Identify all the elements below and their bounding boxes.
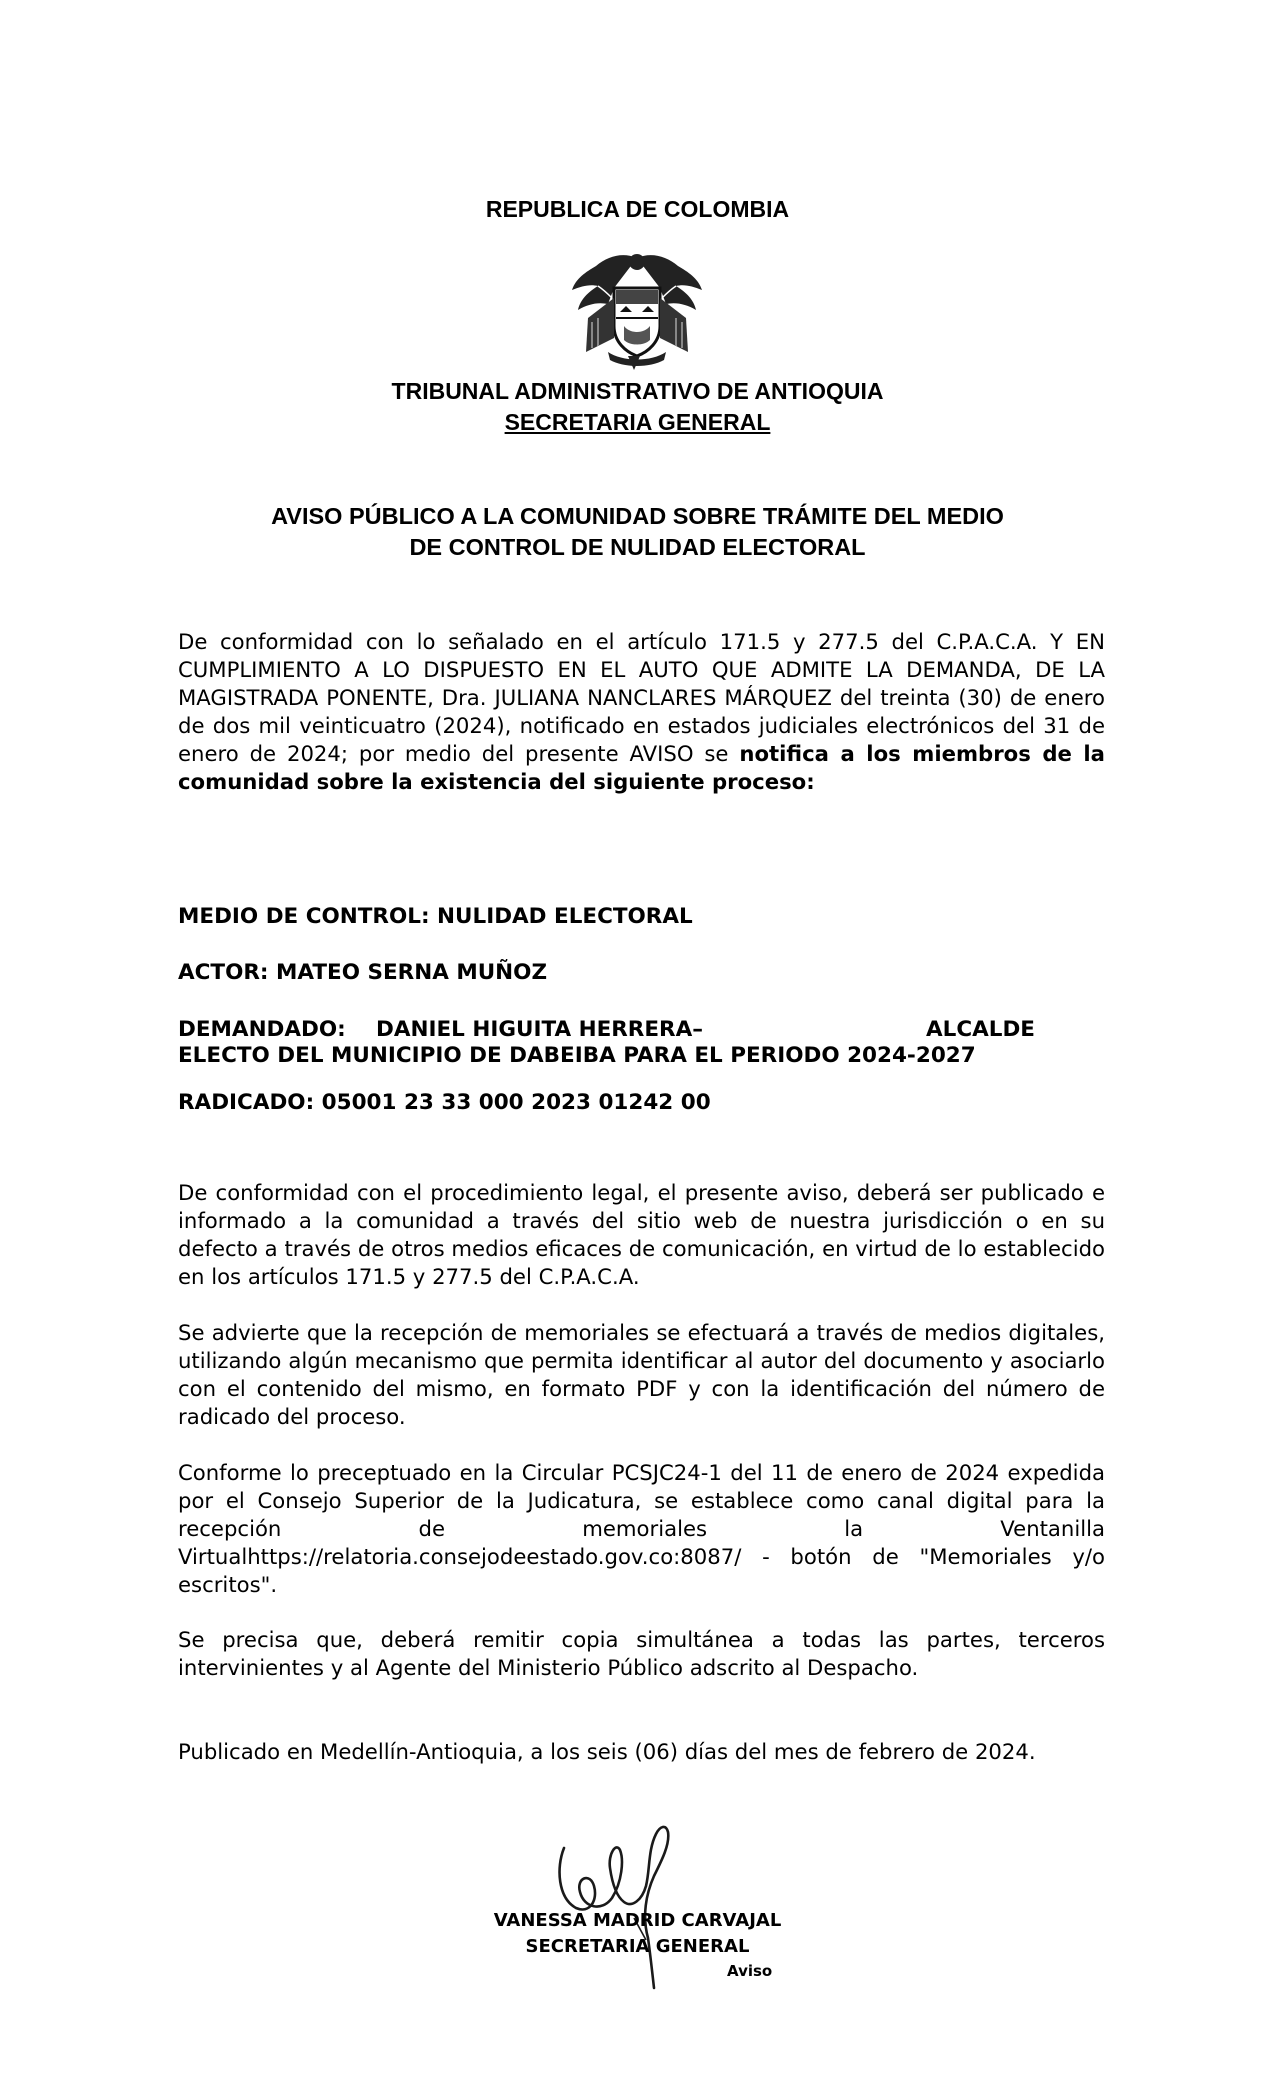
signer-name: VANESSA MADRID CARVAJAL (493, 1910, 782, 1931)
actor: ACTOR: MATEO SERNA MUÑOZ (178, 960, 548, 985)
tribunal-heading: TRIBUNAL ADMINISTRATIVO DE ANTIOQUIA (391, 378, 884, 404)
notice-title-line-1: AVISO PÚBLICO A LA COMUNIDAD SOBRE TRÁMITE DEL MEDIO (271, 503, 1004, 529)
demandado-name: DANIEL HIGUITA HERRERA– (376, 1017, 703, 1042)
demandado-label: DEMANDADO: (178, 1017, 346, 1042)
notice-title-line-2: DE CONTROL DE NULIDAD ELECTORAL (409, 534, 866, 560)
country-heading: REPUBLICA DE COLOMBIA (485, 196, 790, 222)
coat-of-arms-icon (568, 248, 706, 370)
signature-note: Aviso (727, 1962, 773, 1980)
intro-text: De conformidad con lo señalado en el artículo 171.5 y 277.5 del C.P.A.C.A. Y EN CUMPLIMIENTO A LO DISPUESTO EN EL AUTO QUE ADMITE LA DEMANDA, DE LA MAGISTRADA PONENTE, Dra. JULIANA NANCLARES MÁRQUEZ del treinta (30) de enero de dos mil veinticuatro (2024), notificado en estados judiciales electrónicos del 31 de enero de 2024; por medio del presente AVISO se (178, 629, 1105, 766)
paragraph-memoriales: Se advierte que la recepción de memoriales se efectuará a través de medios digitales, utilizando algún mecanismo que permita identificar al autor del documento y asociarlo con el contenido del mismo, en formato PDF y con la identificación del número de radicado del proceso. (178, 1320, 1105, 1429)
paragraph-publication: De conformidad con el procedimiento legal, el presente aviso, deberá ser publicado e informado a la comunidad a través del sitio web de nuestra jurisdicción o en su defecto a través de otros medios eficaces de comunicación, en virtud de lo establecido en los artículos 171.5 y 277.5 del C.P.A.C.A. (178, 1180, 1105, 1289)
demandado-role: ALCALDE (926, 1017, 1035, 1042)
published-line: Publicado en Medellín-Antioquia, a los seis (06) días del mes de febrero de 2024. (178, 1739, 1036, 1764)
medio-de-control: MEDIO DE CONTROL: NULIDAD ELECTORAL (178, 904, 693, 929)
paragraph-copia: Se precisa que, deberá remitir copia simultánea a todas las partes, terceros intervinientes y al Agente del Ministerio Público adscrito al Despacho. (178, 1627, 1105, 1680)
paragraph-circular: Conforme lo preceptuado en la Circular PCSJC24-1 del 11 de enero de 2024 expedida por el Consejo Superior de la Judicatura, se establece como canal digital para la recepción de memoriales la Ventanilla Virtualhttps://relatoria.consejodeestado.gov.co:8087/ - botón de "Memoriales y/o escritos". (178, 1460, 1105, 1597)
intro-paragraph (178, 628, 1105, 796)
demandado-detail: ELECTO DEL MUNICIPIO DE DABEIBA PARA EL PERIODO 2024-2027 (178, 1043, 976, 1068)
office-heading: SECRETARIA GENERAL (504, 409, 771, 435)
intro-bold-text: notifica a los miembros de la comunidad sobre la existencia del siguiente proceso: (178, 741, 1105, 794)
radicado: RADICADO: 05001 23 33 000 2023 01242 00 (178, 1090, 711, 1115)
signer-title: SECRETARIA GENERAL (525, 1936, 750, 1957)
